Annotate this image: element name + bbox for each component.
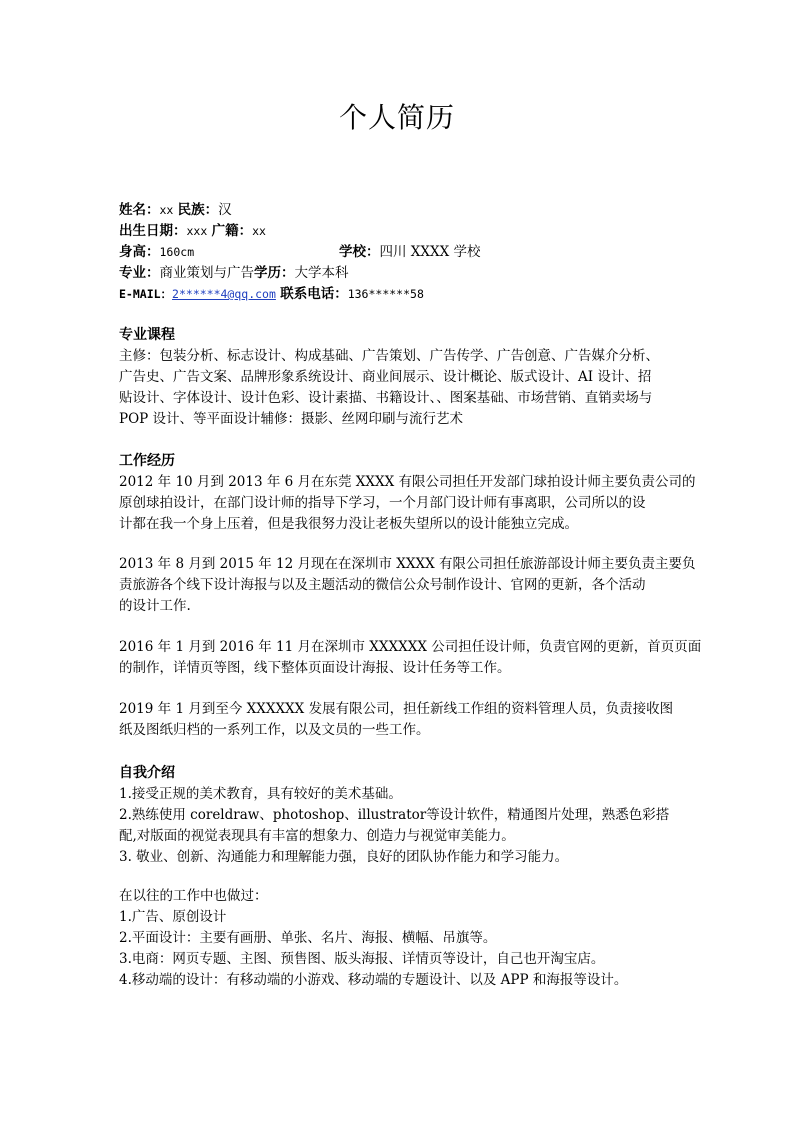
courses-text [119,346,679,430]
experience-entry [119,472,696,535]
experience-section [119,451,696,535]
name-row [119,200,679,221]
self-intro-line: 2.熟练使用 coreldraw、photoshop、illustrator等设计软件，精通图片处理，熟悉色彩搭 [119,807,670,823]
self-intro-line: 3. 敬业、创新、沟通能力和理解能力强，良好的团队协作能力和学习能力。 [119,849,569,865]
degree-label: 学历： [254,265,295,281]
origin-value: xx [252,224,266,238]
height-value: 160cm [159,245,195,259]
school-value: 四川 XXXX 学校 [379,244,481,260]
height-label: 身高： [119,244,160,260]
courses-line: POP 设计、等平面设计辅修：摄影、丝网印刷与流行艺术 [119,411,464,427]
ethnicity-value: 汉 [218,202,232,218]
degree-value: 大学本科 [294,265,349,281]
school-field [339,242,481,263]
experience-line: 的设计工作. [119,598,191,614]
email-label: E-MAIL： [119,287,173,301]
courses-line: 广告史、广告文案、品牌形象系统设计、商业间展示、设计概论、版式设计、AI 设计、招 [119,369,652,385]
self-intro-section [119,763,679,868]
phone-label: 联系电话： [280,286,348,302]
experience-line: 的制作，详情页等图，线下整体页面设计海报、设计任务等工作。 [119,660,511,676]
height-school-row [119,242,679,263]
major-value: 商业策划与广告 [159,265,254,281]
past-work-line: 2.平面设计：主要有画册、单张、名片、海报、横幅、吊旗等。 [119,930,497,946]
self-intro-line: 配,对版面的视觉表现具有丰富的想象力、创造力与视觉审美能力。 [119,828,515,844]
origin-label: 广籍： [211,223,253,239]
experience-line: 责旅游各个线下设计海报与以及主题活动的微信公众号制作设计、官网的更新，各个活动 [119,577,646,593]
experience-line: 原创球拍设计，在部门设计师的指导下学习，一个月部门设计师有事离职，公司所以的设 [119,495,646,511]
courses-heading: 专业课程 [119,327,175,343]
name-value: xx [159,203,174,217]
major-row [119,263,679,284]
courses-line: 主修：包装分析、标志设计、构成基础、广告策划、广告传学、广告创意、广告媒介分析、 [119,348,659,364]
basic-info [119,200,679,305]
past-work-section [119,886,679,991]
birth-value: xxx [186,224,208,238]
email-link[interactable]: 2******4@qq.com [172,287,276,301]
page-title: 个人简历 [338,101,455,134]
experience-heading: 工作经历 [119,453,175,469]
courses-line: 贴设计、字体设计、设计色彩、设计素描、书籍设计、、图案基础、市场营销、直销卖场与 [119,390,653,406]
phone-value: 136******58 [347,287,424,301]
experience-line: 2016 年 1 月到 2016 年 11 月在深圳市 XXXXXX 公司担任设计师，负责官网的更新，首页页面 [119,639,702,655]
experience-line: 计都在我一个身上压着，但是我很努力没让老板失望所以的设计能独立完成。 [119,516,578,532]
experience-entry [119,637,702,679]
contact-row [119,284,679,305]
self-intro-text [119,784,679,868]
school-label: 学校： [339,244,380,260]
birth-label: 出生日期： [119,223,187,239]
experience-entry [119,699,679,741]
experience-line: 2013 年 8 月到 2015 年 12 月现在在深圳市 XXXX 有限公司担任旅游部设计师主要负责主要负 [119,556,696,572]
name-label: 姓名： [119,202,160,218]
self-intro-line: 1.接受正规的美术教育，具有较好的美术基础。 [119,786,402,802]
major-label: 专业： [119,265,160,281]
past-work-line: 4.移动端的设计：有移动端的小游戏、移动端的专题设计、以及 APP 和海报等设计。 [119,972,628,988]
birth-row [119,221,679,242]
experience-line: 纸及图纸归档的一系列工作，以及文员的一些工作。 [119,722,430,738]
past-work-line: 1.广告、原创设计 [119,909,227,925]
past-work-intro: 在以往的工作中也做过： [119,888,268,904]
courses-section [119,325,679,430]
experience-line: 2012 年 10 月到 2013 年 6 月在东莞 XXXX 有限公司担任开发部门球拍设计师主要负责公司的 [119,474,696,490]
ethnicity-label: 民族： [177,202,219,218]
experience-line: 2019 年 1 月到至今 XXXXXX 发展有限公司，担任新线工作组的资料管理人员，负责接收图 [119,701,674,717]
past-work-line: 3.电商：网页专题、主图、预售图、版头海报、详情页等设计，自己也开淘宝店。 [119,951,605,967]
self-intro-heading: 自我介绍 [119,765,175,781]
experience-entry [119,554,696,617]
